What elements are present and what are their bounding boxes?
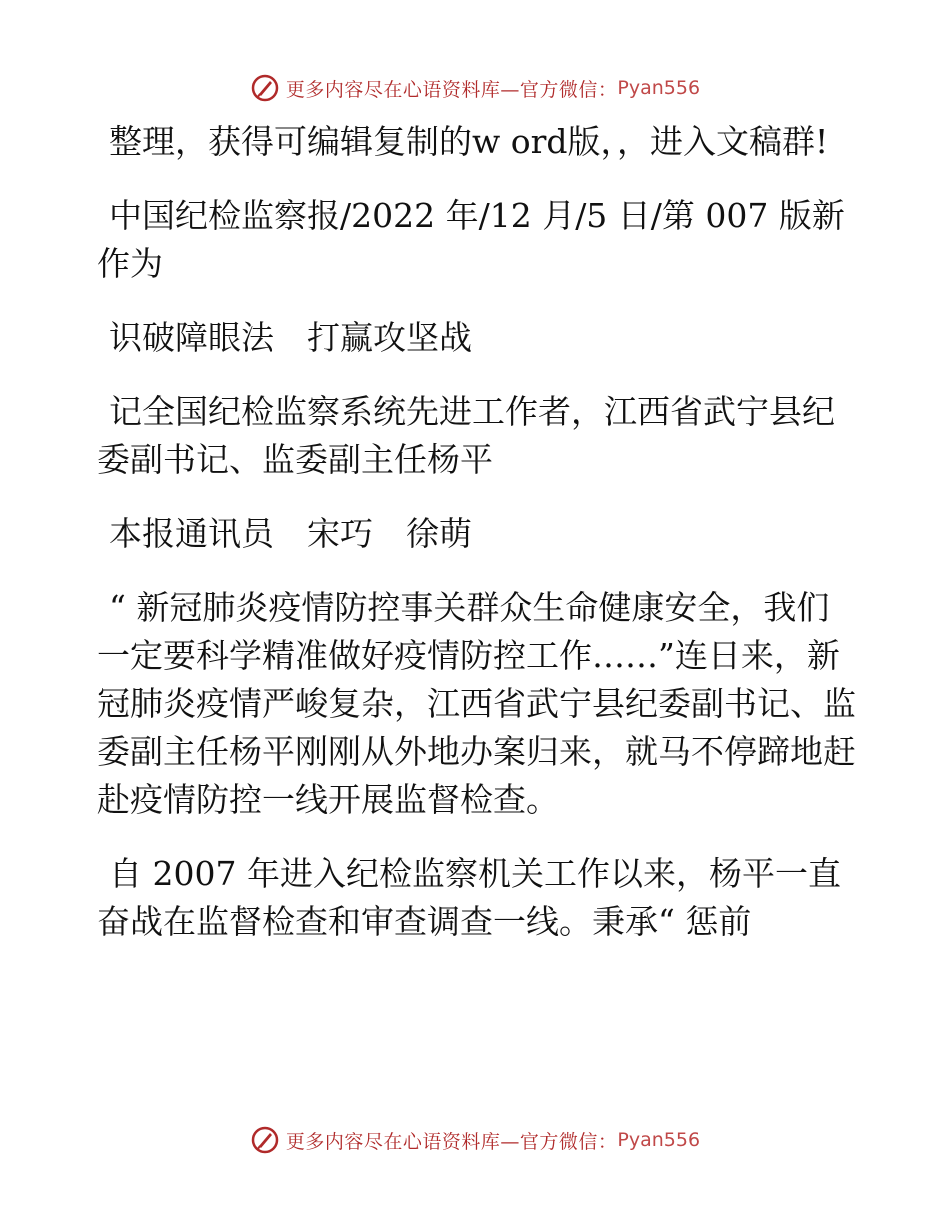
paragraph: 自 2007 年进入纪检监察机关工作以来，杨平一直奋战在监督检查和审查调查一线。秉承“ 惩前 — [97, 854, 841, 941]
banner-wechat-id: Pyan556 — [617, 77, 701, 99]
paragraph: 整理，获得可编辑复制的w ord版，，进入文稿群! — [109, 122, 829, 161]
quill-pen-icon — [250, 73, 280, 103]
article-title: 识破障眼法 打赢攻坚战 — [109, 318, 472, 357]
header-banner — [0, 70, 950, 106]
footer-banner — [0, 1122, 950, 1158]
document-body — [97, 118, 857, 972]
banner-text: 更多内容尽在心语资料库—官方微信： — [285, 78, 618, 101]
article-subtitle: 记全国纪检监察系统先进工作者，江西省武宁县纪委副书记、监委副主任杨平 — [97, 392, 835, 479]
quill-pen-icon — [250, 1125, 280, 1155]
paragraph: “ 新冠肺炎疫情防控事关群众生命健康安全，我们一定要科学精准做好疫情防控工作……”连日来，新冠肺炎疫情严峻复杂，江西省武宁县纪委副书记、监委副主任杨平刚刚从外地办案归来，就马不停蹄地赶赴疫情防控一线开展监督检查。 — [97, 588, 856, 819]
paragraph: 中国纪检监察报/2022 年/12 月/5 日/第 007 版新作为 — [97, 196, 845, 283]
banner-text: 更多内容尽在心语资料库—官方微信： — [285, 1130, 618, 1153]
banner-wechat-id: Pyan556 — [617, 1129, 701, 1151]
byline: 本报通讯员 宋巧 徐萌 — [109, 514, 472, 553]
